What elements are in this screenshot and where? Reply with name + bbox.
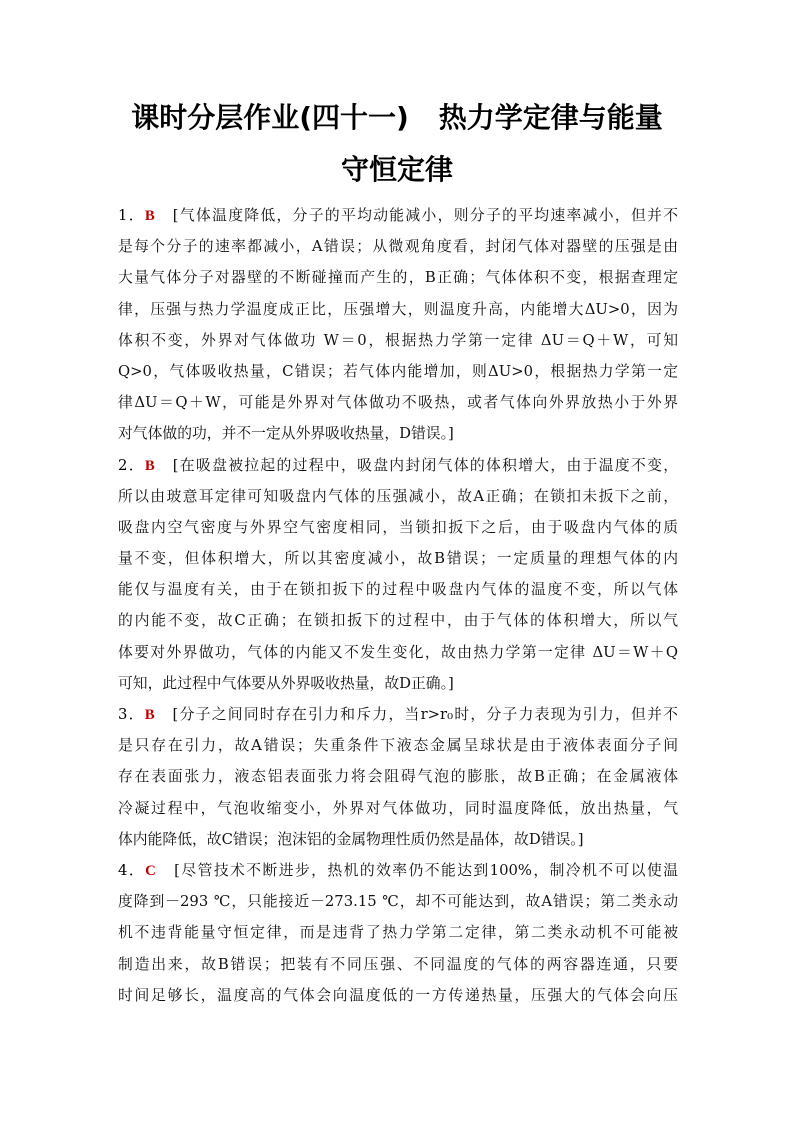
item-line: 是只存在引力，故A错误；失重条件下液态金属呈球状是由于液体表面分子间 — [118, 737, 678, 755]
item-line: 存在表面张力，液态铝表面张力将会阻碍气泡的膨胀，故B正确；在金属液体 — [118, 768, 678, 786]
item-line: 制造出来，故B错误；把装有不同压强、不同温度的气体的两容器连通，只要 — [118, 955, 678, 973]
item-line: 体内能降低，故C错误；泡沫铝的金属物理性质仍然是晶体，故D错误。] — [118, 830, 584, 848]
item-number: 4． — [118, 861, 146, 879]
item-line: 度降到－293 ℃，只能接近－273.15 ℃，却不可能达到，故A错误；第二类永动 — [118, 893, 678, 911]
item-line: 冷凝过程中，气泡收缩变小，外界对气体做功，同时温度降低，放出热量，气 — [118, 799, 678, 817]
title-line-1 — [100, 92, 694, 144]
item-line: 体积不变，外界对气体做功 W＝0，根据热力学第一定律 ΔU＝Q＋W，可知 — [118, 331, 678, 349]
answer-item-4 — [118, 855, 678, 1011]
item-line: 4．C [尽管技术不断进步，热机的效率仍不能达到100%，制冷机不可以使温 — [118, 861, 678, 879]
item-answer: B — [144, 707, 155, 723]
item-line: 吸盘内空气密度与外界空气密度相同，当锁扣扳下之后，由于吸盘内气体的质 — [118, 518, 678, 536]
item-number: 1． — [118, 207, 145, 224]
item-line: 可知，此过程中气体要从外界吸收热量，故D正确。] — [118, 674, 454, 692]
page-title — [100, 92, 694, 196]
item-answer: C — [145, 862, 156, 879]
answer-item-3 — [118, 699, 678, 855]
item-line: 律，压强与热力学温度成正比，压强增大，则温度升高，内能增大ΔU>0，因为 — [118, 300, 678, 318]
item-answer: B — [144, 457, 155, 474]
title-part-a: 课时分层作业(四十一) — [131, 101, 409, 134]
item-line: 对气体做的功，并不一定从外界吸收热量，D错误。] — [118, 425, 454, 443]
answer-item-1 — [118, 200, 678, 450]
answer-item-2 — [118, 450, 678, 700]
answer-list — [118, 200, 678, 1011]
item-number: 3． — [118, 706, 145, 723]
title-line-2: 守恒定律 — [340, 153, 453, 186]
item-line: 所以由玻意耳定律可知吸盘内气体的压强减小，故A正确；在锁扣未扳下之前， — [118, 487, 678, 505]
item-number: 2． — [118, 456, 145, 474]
item-line: 大量气体分子对器壁的不断碰撞而产生的，B正确；气体体积不变，根据查理定 — [118, 269, 678, 287]
item-line: 体要对外界做功，气体的内能又不发生变化，故由热力学第一定律 ΔU＝W＋Q — [118, 643, 678, 661]
item-line: 量不变，但体积增大，所以其密度减小，故B错误；一定质量的理想气体的内 — [118, 550, 678, 568]
item-line: Q>0，气体吸收热量，C错误；若气体内能增加，则ΔU>0，根据热力学第一定 — [118, 362, 678, 380]
item-line: 是每个分子的速率都减小，A错误；从微观角度看，封闭气体对器壁的压强是由 — [118, 238, 678, 256]
item-line: 能仅与温度有关，由于在锁扣扳下的过程中吸盘内气体的温度不变，所以气体 — [118, 581, 678, 599]
item-line: 3．B [分子之间同时存在引力和斥力，当r>r₀时，分子力表现为引力，但并不 — [118, 706, 678, 723]
item-answer: B — [144, 208, 155, 224]
item-line: 的内能不变，故C正确；在锁扣扳下的过程中，由于气体的体积增大，所以气 — [118, 612, 678, 630]
item-line: 2．B [在吸盘被拉起的过程中，吸盘内封闭气体的体积增大，由于温度不变， — [118, 456, 678, 474]
item-line: 时间足够长，温度高的气体会向温度低的一方传递热量，压强大的气体会向压 — [118, 986, 678, 1004]
item-line: 1．B [气体温度降低，分子的平均动能减小，则分子的平均速率减小，但并不 — [118, 207, 678, 224]
item-line: 律ΔU＝Q＋W，可能是外界对气体做功不吸热，或者气体向外界放热小于外界 — [118, 394, 678, 412]
item-line: 机不违背能量守恒定律，而是违背了热力学第二定律，第二类永动机不可能被 — [118, 924, 678, 942]
title-part-b: 热力学定律与能量 — [438, 101, 663, 134]
